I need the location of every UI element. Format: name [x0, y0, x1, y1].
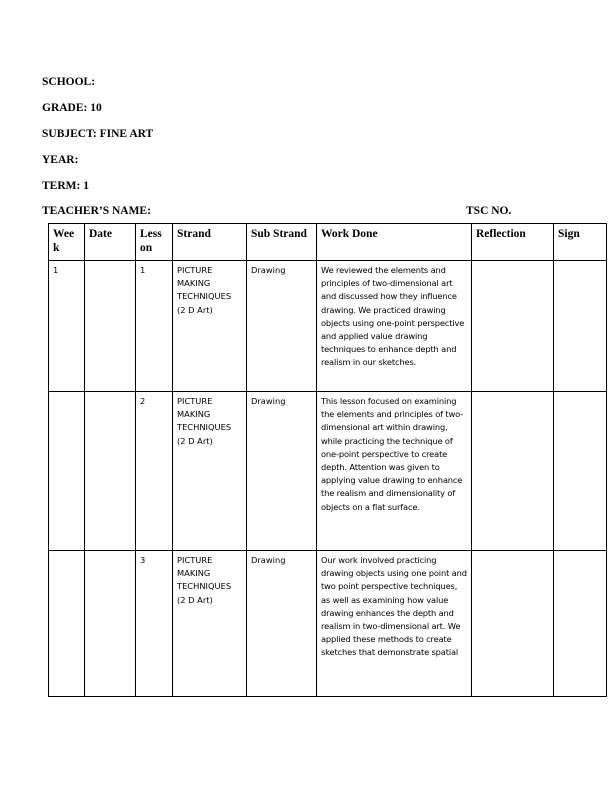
date-cell	[85, 392, 136, 551]
sub-strand-cell: Drawing	[247, 261, 317, 392]
column-header-sub-strand: Sub Strand	[247, 224, 317, 261]
grade-label: GRADE: 10	[42, 102, 102, 114]
lesson-record-table	[48, 223, 607, 697]
table-row	[49, 392, 607, 551]
week-cell	[49, 551, 85, 697]
column-header-date: Date	[85, 224, 136, 261]
teacher-name-label: TEACHER’S NAME:	[42, 205, 151, 217]
work-done-cell: We reviewed the elements and principles of two-dimensional art and discussed how they influence drawing. We practiced drawing objects using one-point perspective and applied value drawing techniques to enhance depth and realism in our sketches.	[317, 261, 472, 392]
column-header-work-done: Work Done	[317, 224, 472, 261]
sign-cell	[554, 551, 607, 697]
strand-cell: PICTURE MAKING TECHNIQUES (2 D Art)	[173, 392, 247, 551]
school-label: SCHOOL:	[42, 76, 96, 88]
sub-strand-cell: Drawing	[247, 551, 317, 697]
table-header-row	[49, 224, 607, 261]
sign-cell	[554, 261, 607, 392]
table-row	[49, 261, 607, 392]
table-row	[49, 551, 607, 697]
subject-label: SUBJECT: FINE ART	[42, 128, 154, 140]
week-cell	[49, 392, 85, 551]
date-cell	[85, 551, 136, 697]
lesson-cell: 3	[136, 551, 173, 697]
column-header-strand: Strand	[173, 224, 247, 261]
column-header-sign: Sign	[554, 224, 607, 261]
sub-strand-cell: Drawing	[247, 392, 317, 551]
work-done-cell: This lesson focused on examining the elements and principles of two-dimensional art within drawing, while practicing the technique of one-point perspective to create depth. Attention was given to applying value drawing to enhance the realism and dimensionality of objects on a flat surface.	[317, 392, 472, 551]
lesson-cell: 1	[136, 261, 173, 392]
reflection-cell	[472, 551, 554, 697]
work-done-cell: Our work involved practicing drawing objects using one point and two point perspective techniques, as well as examining how value drawing enhances the depth and realism in two-dimensional art. We applied these methods to create sketches that demonstrate spatial	[317, 551, 472, 697]
lesson-cell: 2	[136, 392, 173, 551]
date-cell	[85, 261, 136, 392]
column-header-lesson: Less on	[136, 224, 173, 261]
week-cell: 1	[49, 261, 85, 392]
reflection-cell	[472, 392, 554, 551]
sign-cell	[554, 392, 607, 551]
strand-cell: PICTURE MAKING TECHNIQUES (2 D Art)	[173, 261, 247, 392]
term-label: TERM: 1	[42, 180, 89, 192]
reflection-cell	[472, 261, 554, 392]
column-header-reflection: Reflection	[472, 224, 554, 261]
strand-cell: PICTURE MAKING TECHNIQUES (2 D Art)	[173, 551, 247, 697]
year-label: YEAR:	[42, 154, 79, 166]
column-header-week: Wee k	[49, 224, 85, 261]
tsc-number-label: TSC NO.	[466, 205, 512, 217]
